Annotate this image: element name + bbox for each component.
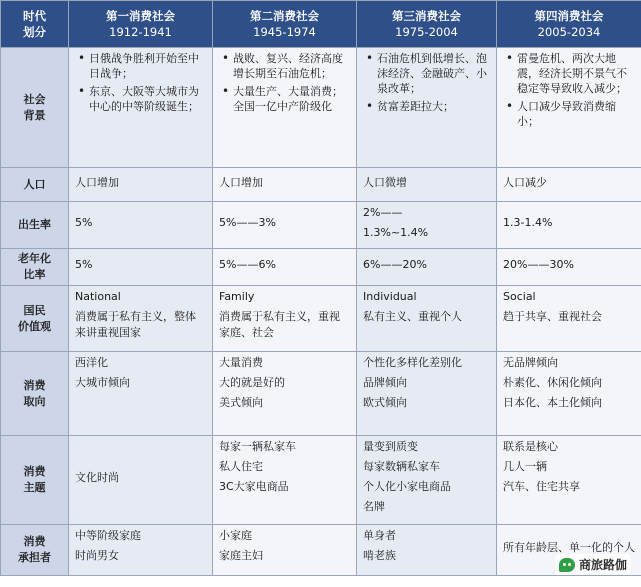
era-years: 1912-1941 (109, 25, 172, 39)
table-cell (213, 436, 357, 525)
table-cell (213, 202, 357, 249)
table-cell (497, 352, 641, 436)
row-header-line: 消费 (23, 465, 46, 478)
corner-header (1, 1, 69, 48)
table-row (1, 48, 641, 168)
table-cell (497, 168, 641, 202)
table-cell (69, 436, 213, 525)
cell-text: 文化时尚 (75, 471, 119, 484)
cell-lines (219, 257, 350, 273)
cell-text: 西洋化 (75, 356, 108, 369)
table-row (1, 168, 641, 202)
cell-text: National (75, 290, 121, 303)
table-cell (497, 286, 641, 352)
era-title: 第二消费社会 (250, 9, 319, 23)
cell-text: 5% (75, 216, 93, 229)
cell-text: 欧式倾向 (363, 396, 407, 409)
cell-lines (75, 257, 206, 273)
era-years: 1975-2004 (395, 25, 458, 39)
row-header-line: 比率 (23, 268, 46, 281)
table-cell (69, 249, 213, 286)
cell-lines (75, 289, 206, 341)
era-title: 第四消费社会 (534, 9, 604, 23)
cell-text: 趋于共享、重视社会 (503, 310, 602, 323)
table-row (1, 436, 641, 525)
cell-lines (363, 289, 490, 325)
bullet-item: • 雷曼危机、两次大地震，经济长期不景气不稳定等导致收入减少； (517, 51, 635, 96)
cell-lines (219, 215, 350, 231)
table-cell (357, 286, 497, 352)
cell-text: 人口微增 (363, 175, 407, 189)
era-header (213, 1, 357, 48)
era-header (69, 1, 213, 48)
cell-text: 消费属于私有主义，重视家庭、社会 (219, 310, 340, 339)
cell-text: 3C大家电商品 (219, 480, 289, 493)
row-header (1, 249, 69, 286)
bullet-list (219, 51, 350, 114)
table-cell (69, 202, 213, 249)
table-row (1, 202, 641, 249)
cell-text: 名牌 (363, 500, 385, 513)
row-header (1, 525, 69, 576)
row-header (1, 48, 69, 168)
cell-lines (75, 215, 206, 231)
cell-text: 单身者 (363, 529, 396, 542)
table-cell (69, 48, 213, 168)
cell-text: 1.3-1.4% (503, 216, 553, 229)
table-cell (497, 48, 641, 168)
table-cell (213, 352, 357, 436)
cell-text: 人口增加 (219, 175, 263, 189)
cell-text: 1.3%~1.4% (363, 226, 429, 239)
cell-lines (75, 355, 206, 391)
cell-text: 汽车、住宅共享 (503, 480, 580, 493)
cell-lines (363, 257, 490, 273)
row-header (1, 286, 69, 352)
row-header-line: 消费 (23, 378, 46, 392)
cell-lines (503, 439, 635, 495)
row-header-line: 消费 (23, 535, 46, 548)
cell-text: 中等阶级家庭 (75, 529, 141, 542)
table-cell (357, 525, 497, 576)
cell-text: 人口增加 (75, 175, 119, 189)
bullet-item: • 人口减少导致消费缩小； (517, 99, 635, 129)
cell-text: 所有年龄层、单一化的个人 (503, 541, 635, 554)
table-cell (69, 168, 213, 202)
table-cell (357, 168, 497, 202)
cell-lines (75, 470, 206, 486)
table-row (1, 286, 641, 352)
cell-text: 啃老族 (363, 549, 396, 562)
cell-text: 人口减少 (503, 175, 547, 189)
cell-lines (363, 355, 490, 411)
table-cell (357, 436, 497, 525)
era-title: 第三消费社会 (392, 9, 461, 23)
cell-text: 20%——30% (503, 258, 574, 271)
cell-text: 个人化小家电商品 (363, 480, 451, 493)
cell-text: 5%——6% (219, 258, 276, 271)
cell-lines (219, 175, 350, 191)
cell-text: 5%——3% (219, 216, 276, 229)
cell-lines (219, 355, 350, 411)
cell-text: 大量消费 (219, 356, 263, 369)
bullet-list (75, 51, 206, 114)
row-header-line: 取向 (23, 394, 46, 408)
cell-lines (363, 439, 490, 515)
header-row (1, 1, 641, 48)
wechat-icon (559, 558, 575, 572)
row-header-line: 主题 (23, 481, 46, 494)
bullet-item: • 日俄战争胜利开始至中日战争； (89, 51, 206, 81)
row-header-line: 价值观 (18, 319, 51, 333)
cell-lines (219, 439, 350, 495)
cell-text: 大城市倾向 (75, 376, 130, 389)
cell-text: Family (219, 290, 255, 303)
cell-text: 无品牌倾向 (503, 356, 558, 369)
cell-text: 私有主义、重视个人 (363, 310, 462, 323)
table-cell (357, 249, 497, 286)
row-header-line: 出生率 (18, 218, 51, 231)
watermark-text: 商旅路伽 (578, 558, 627, 572)
era-years: 1945-1974 (253, 25, 316, 39)
cell-text: 每家一辆私家车 (219, 440, 296, 453)
row-header (1, 202, 69, 249)
table-cell (213, 48, 357, 168)
table-cell (357, 48, 497, 168)
cell-lines (219, 528, 350, 564)
corner-header-line: 划分 (23, 25, 46, 39)
bullet-item: • 战败、复兴、经济高度增长期至石油危机； (233, 51, 350, 81)
cell-lines (503, 355, 635, 411)
table-row (1, 249, 641, 286)
bullet-list (503, 51, 635, 129)
table-cell (357, 352, 497, 436)
era-years: 2005-2034 (537, 25, 601, 39)
bullet-item: • 东京、大阪等大城市为中心的中等阶级诞生； (89, 84, 206, 114)
cell-text: 美式倾向 (219, 396, 263, 409)
table-cell (213, 249, 357, 286)
cell-text: 量变到质变 (363, 440, 418, 453)
watermark (555, 554, 631, 575)
table-cell (213, 525, 357, 576)
cell-lines (75, 528, 206, 564)
table-cell (213, 286, 357, 352)
cell-text: 消费属于私有主义，整体来讲重视国家 (75, 310, 196, 339)
cell-text: 大的就是好的 (219, 376, 285, 389)
cell-lines (363, 175, 490, 191)
cell-text: 家庭主妇 (219, 549, 263, 562)
cell-lines (363, 205, 490, 241)
cell-text: 日本化、本土化倾向 (503, 396, 602, 409)
cell-lines (363, 528, 490, 564)
era-header (357, 1, 497, 48)
bullet-item: • 石油危机到低增长、泡沫经济、金融破产、小泉改革； (377, 51, 490, 96)
table-cell (497, 249, 641, 286)
cell-text: 品牌倾向 (363, 376, 407, 389)
cell-text: 时尚男女 (75, 549, 119, 562)
table-body (1, 48, 641, 576)
table-cell (213, 168, 357, 202)
cell-text: 私人住宅 (219, 460, 263, 473)
cell-lines (219, 289, 350, 341)
cell-text: Individual (363, 290, 417, 303)
table-cell (69, 525, 213, 576)
cell-lines (503, 289, 635, 325)
row-header (1, 352, 69, 436)
row-header (1, 436, 69, 525)
bullet-item: • 大量生产、大量消费；全国一亿中产阶级化 (233, 84, 350, 114)
table-cell (69, 286, 213, 352)
bullet-list (363, 51, 490, 114)
cell-lines (503, 175, 635, 191)
table-cell (69, 352, 213, 436)
cell-text: 2%—— (363, 206, 403, 219)
cell-text: 小家庭 (219, 529, 252, 542)
row-header-line: 老年化 (18, 252, 51, 265)
cell-text: 联系是核心 (503, 440, 558, 453)
cell-text: 个性化多样化差别化 (363, 356, 462, 369)
table-cell (357, 202, 497, 249)
cell-text: 朴素化、休闲化倾向 (503, 376, 602, 389)
bullet-item: • 贫富差距拉大； (377, 99, 490, 114)
table-cell (497, 202, 641, 249)
era-header (497, 1, 641, 48)
cell-lines (75, 175, 206, 191)
table-row (1, 525, 641, 576)
row-header-line: 国民 (23, 303, 46, 317)
row-header-line: 承担者 (18, 551, 51, 564)
cell-text: 每家数辆私家车 (363, 460, 440, 473)
cell-text: 6%——20% (363, 258, 427, 271)
row-header-line: 背景 (23, 108, 46, 122)
table-cell (497, 436, 641, 525)
row-header-line: 社会 (23, 92, 46, 106)
cell-lines (503, 257, 635, 273)
table-row (1, 352, 641, 436)
cell-lines (503, 215, 635, 231)
cell-text: 5% (75, 258, 93, 271)
cell-text: 几人一辆 (503, 460, 547, 473)
row-header-line: 人口 (23, 177, 46, 191)
corner-header-line: 时代 (23, 9, 46, 23)
row-header (1, 168, 69, 202)
cell-text: Social (503, 290, 536, 303)
era-title: 第一消费社会 (106, 9, 175, 23)
